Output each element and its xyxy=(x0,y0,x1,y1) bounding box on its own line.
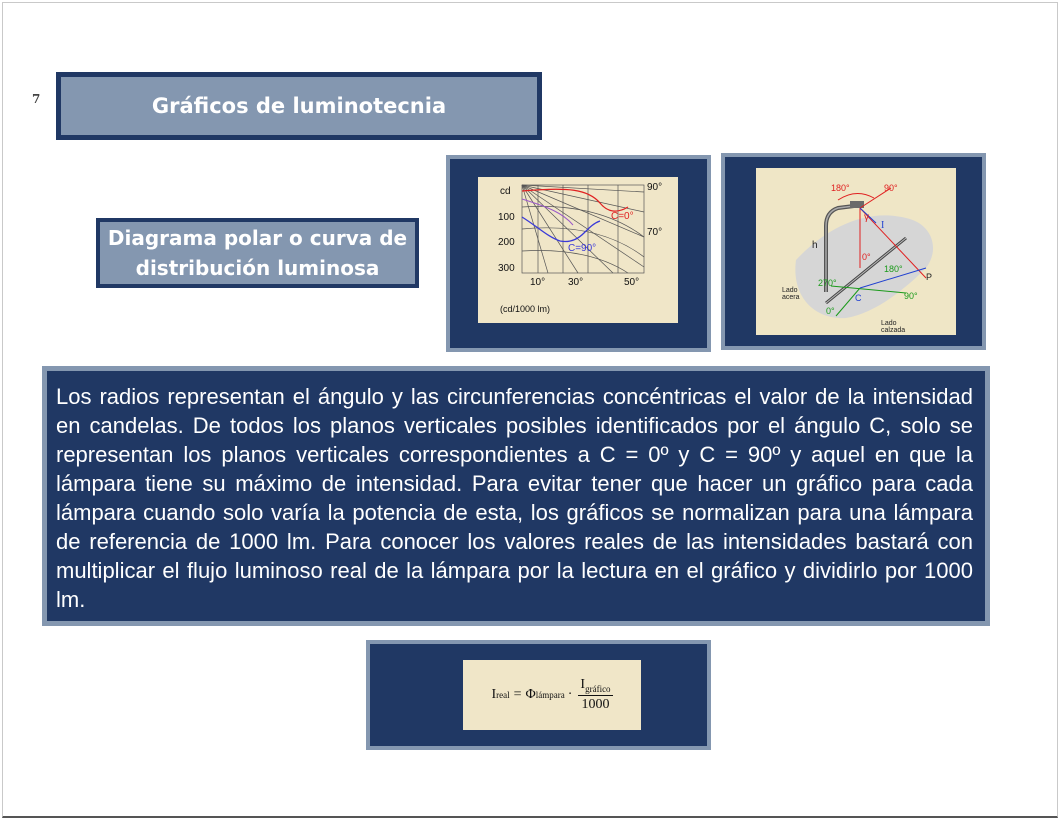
luminaire-diagram-svg xyxy=(756,168,956,335)
label-lado-acera-1: Lado xyxy=(782,287,798,294)
formula-lhs: I xyxy=(491,687,497,702)
label-c0: C=0° xyxy=(611,211,634,222)
label-c: C xyxy=(855,293,862,303)
label-h: h xyxy=(812,240,818,251)
formula-denominator: 1000 xyxy=(581,696,610,712)
label-gamma: γ xyxy=(864,212,869,223)
footer-unit: (cd/1000 lm) xyxy=(500,304,551,314)
title-box xyxy=(56,72,542,140)
label-90-right: 90° xyxy=(904,291,918,301)
label-intensity: I xyxy=(881,220,885,231)
description-text: Los radios representan el ángulo y las circunferencias concéntricas el valor de la intensidad en candelas. De todos los planos verticales posibles identificados por el ángulo C, solo se representan los planos verticales correspondientes a C = 0º y C = 90º y aquel en que la lámpara tiene su máximo de intensidad. Para evitar tener que hacer un gráfico para cada lámpara cuando solo varía la potencia de esta, los gráficos se normalizan para una lámpara de referencia de 1000 lm. Para conocer los valores reales de las intensidades bastará con multiplicar el flujo luminoso real de la lámpara por la lectura en el gráfico y dividirlo por 1000 lm. xyxy=(56,384,973,612)
angle-70: 70° xyxy=(647,227,663,238)
polar-diagram-frame xyxy=(446,155,711,352)
formula xyxy=(463,660,641,730)
angle-10: 10° xyxy=(530,277,546,288)
formula-numerator xyxy=(578,677,612,696)
label-270: 270° xyxy=(818,278,837,288)
page-title: Gráficos de luminotecnia xyxy=(61,77,537,135)
formula-num: I xyxy=(580,677,586,693)
label-lado-acera-2: acera xyxy=(782,294,800,301)
label-0-bottom: 0° xyxy=(826,306,835,316)
luminaire-diagram-frame xyxy=(721,153,986,350)
subtitle-line-2: distribución luminosa xyxy=(135,256,380,280)
label-180-right: 180° xyxy=(884,264,903,274)
formula-phi-sub: lámpara xyxy=(535,690,565,700)
formula-fraction xyxy=(578,677,612,713)
subtitle-box xyxy=(96,218,419,288)
description-box xyxy=(42,366,990,626)
label-180-top: 180° xyxy=(831,183,850,193)
label-90-top: 90° xyxy=(884,183,898,193)
formula-equals: = xyxy=(513,687,522,702)
label-lado-calzada-1: Lado xyxy=(881,320,897,327)
formula-num-sub: gráfico xyxy=(585,683,611,694)
radial-100: 100 xyxy=(498,212,515,223)
formula-phi: Φ xyxy=(525,687,536,702)
label-0-vertical: 0° xyxy=(862,252,871,262)
subtitle xyxy=(100,222,415,284)
slide-number: 7 xyxy=(32,92,41,106)
formula-lhs-sub: real xyxy=(496,690,510,700)
radial-300: 300 xyxy=(498,263,515,274)
cd-label: cd xyxy=(500,186,511,197)
label-lado-calzada-2: calzada xyxy=(881,327,906,334)
subtitle-line-1: Diagrama polar o curva de xyxy=(107,226,408,250)
formula-dot: · xyxy=(567,687,573,702)
label-p: P xyxy=(926,272,933,282)
angle-30: 30° xyxy=(568,277,584,288)
formula-frame xyxy=(366,640,711,750)
polar-diagram-image xyxy=(478,177,678,323)
angle-50: 50° xyxy=(624,277,640,288)
radial-200: 200 xyxy=(498,237,515,248)
polar-diagram-svg xyxy=(478,177,678,323)
luminaire-diagram-image xyxy=(756,168,956,335)
label-c90: C=90° xyxy=(568,243,597,254)
angle-90: 90° xyxy=(647,182,663,193)
